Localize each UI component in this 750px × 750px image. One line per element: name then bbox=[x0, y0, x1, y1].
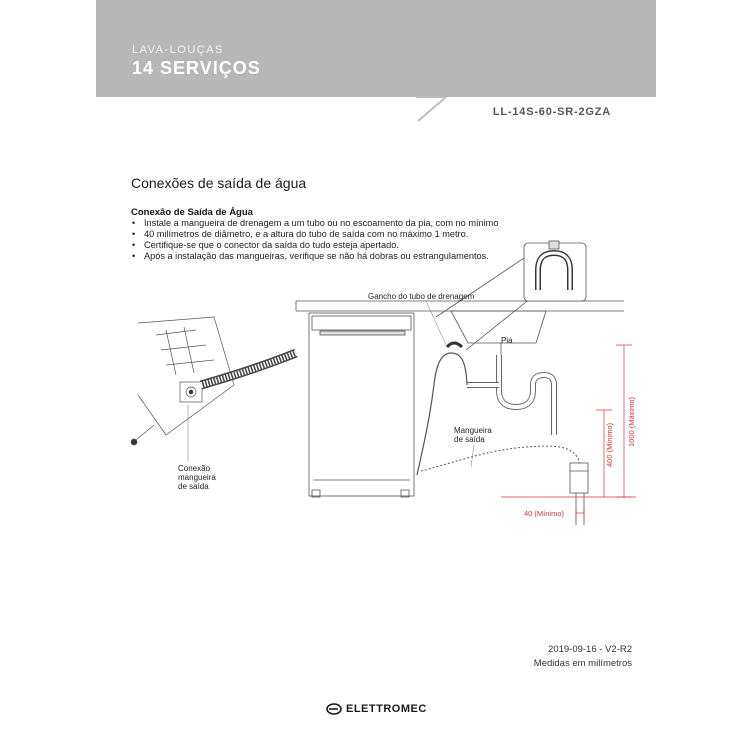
drain-hose bbox=[417, 343, 467, 475]
sink bbox=[451, 311, 546, 355]
footer-date-version: 2019-09-16 - V2-R2 bbox=[548, 644, 632, 655]
label-hose-1: Mangueira bbox=[454, 426, 492, 435]
instruction-item: • Certifique-se que o conector da saída do tudo esteja apertado. bbox=[131, 240, 551, 251]
leader-hose bbox=[471, 445, 474, 467]
drain-pipe bbox=[467, 355, 554, 435]
label-connection-1: Conexão bbox=[178, 464, 211, 473]
dimension-lines bbox=[501, 345, 636, 519]
footer-units-note: Medidas em milímetros bbox=[533, 658, 632, 669]
section-title: Conexões de saída de água bbox=[131, 175, 307, 191]
section-subheading: Conexão de Saída de Água bbox=[131, 207, 253, 218]
brand-mark-icon bbox=[326, 703, 342, 715]
dishwasher bbox=[309, 313, 414, 497]
brand-name: ELETTROMEC bbox=[346, 703, 427, 715]
page bbox=[96, 0, 656, 750]
dim-min-diameter: 40 (Mínimo) bbox=[524, 509, 565, 518]
label-connection-3: de saída bbox=[178, 482, 209, 491]
brand-logo bbox=[326, 703, 427, 715]
label-hook: Gancho do tubo de drenagem bbox=[368, 292, 475, 301]
label-sink: Pia bbox=[501, 336, 513, 345]
header-band bbox=[96, 0, 656, 97]
instruction-item: • Após a instalação das mangueiras, verifique se não há dobras ou estrangulamentos. bbox=[131, 251, 551, 262]
label-connection-2: mangueira bbox=[178, 473, 216, 482]
floor-drain bbox=[570, 463, 588, 525]
dim-min-height: 400 (Mínimo) bbox=[605, 422, 614, 467]
connection-inset bbox=[131, 317, 296, 445]
instruction-item: • Instale a mangueira de drenagem a um tubo ou no escoamento da pia, com no mínimo bbox=[131, 218, 551, 229]
instruction-item-continued: • 40 milímetros de diâmetro, e a altura do tubo de saída com no máximo 1 metro. bbox=[131, 229, 551, 240]
header-title: 14 SERVIÇOS bbox=[132, 58, 261, 78]
label-hose-2: de saída bbox=[454, 435, 485, 444]
drain-connection-diagram bbox=[96, 235, 656, 535]
dim-max-height: 1000 (Máximo) bbox=[627, 396, 636, 447]
header-category: LAVA-LOUÇAS bbox=[132, 44, 224, 56]
hose-routing-dotted bbox=[421, 446, 580, 471]
model-code: LL-14S-60-SR-2GZA bbox=[492, 106, 611, 118]
countertop bbox=[296, 301, 624, 311]
leader-hook bbox=[426, 301, 446, 345]
